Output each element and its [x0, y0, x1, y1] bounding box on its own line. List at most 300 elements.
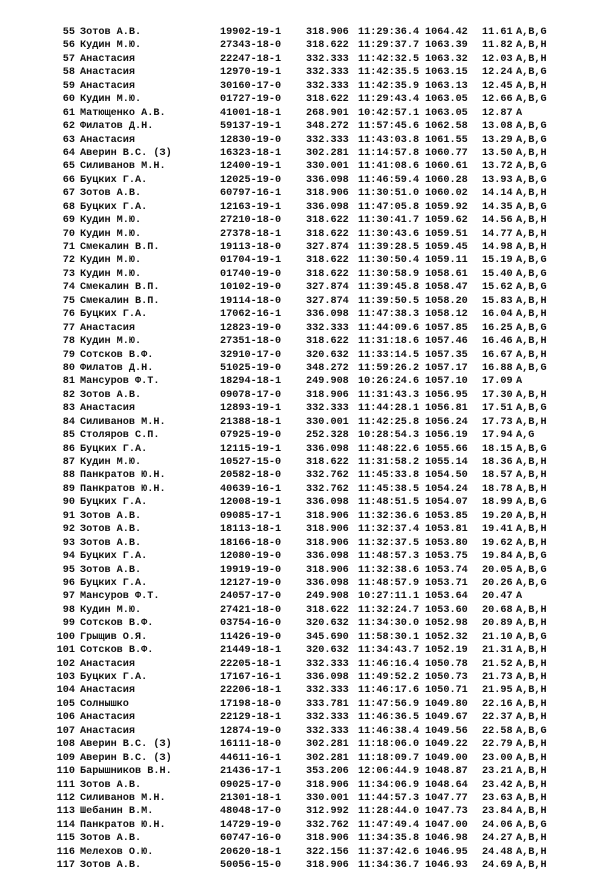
tags-cell: A,B,H: [516, 846, 547, 858]
ring-id-cell: 17198-18-0: [220, 698, 282, 710]
time-cell: 11:30:51.0: [358, 188, 420, 200]
table-row: [0, 402, 600, 415]
rank-cell: 82: [62, 389, 75, 401]
time-cell: 11:34:30.0: [358, 618, 420, 630]
rank-cell: 80: [62, 362, 75, 374]
time-cell: 10:27:11.1: [358, 591, 420, 603]
name-cell: Филатов Д.Н.: [80, 362, 154, 374]
name-cell: Кудин М.Ю.: [80, 40, 142, 52]
rank-cell: 102: [56, 658, 75, 670]
ring-id-cell: 12823-19-0: [220, 322, 282, 334]
table-row: [0, 375, 600, 388]
score-cell: 15.40: [482, 268, 513, 280]
name-cell: Зотов А.В.: [80, 27, 142, 38]
name-cell: Сотсков В.Ф.: [80, 349, 154, 361]
score-cell: 17.51: [482, 403, 513, 415]
name-cell: Столяров С.П.: [80, 430, 160, 442]
speed-cell: 336.098: [306, 174, 349, 186]
time-cell: 11:32:38.6: [358, 564, 420, 576]
time-cell: 11:32:37.5: [358, 537, 420, 549]
ring-id-cell: 51025-19-0: [220, 362, 282, 374]
score-cell: 12.24: [482, 67, 513, 79]
tags-cell: A,B,G: [516, 403, 547, 415]
distance-cell: 1057.10: [425, 376, 468, 388]
tags-cell: A,B,G: [516, 322, 547, 334]
score-cell: 19.20: [482, 510, 513, 522]
speed-cell: 336.098: [306, 551, 349, 563]
table-row: [0, 738, 600, 751]
time-cell: 11:42:25.8: [358, 416, 420, 428]
table-row: [0, 362, 600, 375]
table-row: [0, 349, 600, 362]
speed-cell: 332.333: [306, 725, 349, 737]
rank-cell: 98: [62, 604, 75, 616]
time-cell: 12:06:44.9: [358, 766, 420, 778]
tags-cell: A,B,G: [516, 201, 547, 213]
score-cell: 12.87: [482, 107, 513, 119]
time-cell: 11:58:30.1: [358, 631, 420, 643]
time-cell: 11:48:57.9: [358, 577, 420, 589]
distance-cell: 1048.87: [425, 766, 468, 778]
rank-cell: 58: [62, 67, 75, 79]
time-cell: 11:46:36.5: [358, 712, 420, 724]
rank-cell: 97: [62, 591, 75, 603]
rank-cell: 76: [62, 309, 75, 321]
time-cell: 11:32:37.4: [358, 524, 420, 536]
name-cell: Анастасия: [80, 685, 136, 697]
ring-id-cell: 01740-19-0: [220, 268, 282, 280]
speed-cell: 302.281: [306, 739, 349, 751]
ring-id-cell: 12115-19-1: [220, 443, 282, 455]
distance-cell: 1050.73: [425, 672, 468, 683]
time-cell: 11:46:16.4: [358, 658, 420, 670]
time-cell: 11:59:26.2: [358, 362, 420, 374]
name-cell: Кудин М.Ю.: [80, 336, 142, 348]
table-row: [0, 523, 600, 536]
table-row: [0, 241, 600, 254]
rank-cell: 103: [56, 672, 75, 683]
name-cell: Силиванов М.Н.: [80, 161, 166, 173]
score-cell: 13.93: [482, 174, 513, 186]
table-row: [0, 53, 600, 66]
tags-cell: A,B,G: [516, 443, 547, 455]
table-row: [0, 617, 600, 630]
time-cell: 11:47:49.4: [358, 819, 420, 831]
tags-cell: A,B,H: [516, 672, 547, 683]
ring-id-cell: 22205-18-1: [220, 658, 282, 670]
speed-cell: 332.333: [306, 80, 349, 92]
speed-cell: 353.206: [306, 766, 349, 778]
table-row: [0, 671, 600, 684]
time-cell: 11:30:58.9: [358, 268, 420, 280]
ring-id-cell: 27210-18-0: [220, 215, 282, 227]
ring-id-cell: 30160-17-0: [220, 80, 282, 92]
time-cell: 11:48:57.3: [358, 551, 420, 563]
time-cell: 11:31:58.2: [358, 457, 420, 468]
table-row: [0, 832, 600, 845]
name-cell: Панкратов Ю.Н.: [80, 483, 166, 495]
speed-cell: 336.098: [306, 497, 349, 509]
rank-cell: 63: [62, 134, 75, 146]
tags-cell: A,B,G: [516, 27, 547, 38]
speed-cell: 268.901: [306, 107, 349, 119]
name-cell: Буцких Г.А.: [80, 497, 148, 509]
name-cell: Филатов Д.Н.: [80, 121, 154, 133]
score-cell: 17.09: [482, 376, 513, 388]
distance-cell: 1046.93: [425, 860, 468, 872]
rank-cell: 105: [56, 698, 75, 710]
name-cell: Силиванов М.Н.: [80, 416, 166, 428]
ring-id-cell: 22129-18-1: [220, 712, 282, 724]
ring-id-cell: 19114-18-0: [220, 295, 282, 307]
rank-cell: 69: [62, 215, 75, 227]
score-cell: 14.14: [482, 188, 513, 200]
distance-cell: 1063.05: [425, 107, 468, 119]
name-cell: Смекалин В.П.: [80, 242, 160, 253]
speed-cell: 332.333: [306, 322, 349, 334]
distance-cell: 1059.11: [425, 255, 468, 267]
score-cell: 21.52: [482, 658, 513, 670]
score-cell: 15.62: [482, 282, 513, 294]
tags-cell: A,B,G: [516, 282, 547, 294]
speed-cell: 318.906: [306, 524, 349, 536]
time-cell: 11:32:36.6: [358, 510, 420, 522]
ring-id-cell: 12400-19-1: [220, 161, 282, 173]
rank-cell: 109: [56, 752, 75, 764]
ring-id-cell: 22206-18-1: [220, 685, 282, 697]
table-row: [0, 134, 600, 147]
tags-cell: A: [516, 107, 523, 119]
speed-cell: 320.632: [306, 645, 349, 657]
distance-cell: 1060.02: [425, 188, 468, 200]
rank-cell: 117: [56, 860, 75, 872]
speed-cell: 336.098: [306, 201, 349, 213]
distance-cell: 1059.45: [425, 242, 468, 253]
speed-cell: 332.333: [306, 685, 349, 697]
score-cell: 12.03: [482, 53, 513, 65]
speed-cell: 318.622: [306, 228, 349, 240]
rank-cell: 57: [62, 53, 75, 65]
time-cell: 10:26:24.6: [358, 376, 420, 388]
table-row: [0, 510, 600, 523]
ring-id-cell: 10102-19-0: [220, 282, 282, 294]
table-row: [0, 429, 600, 442]
time-cell: 11:30:41.7: [358, 215, 420, 227]
table-row: [0, 698, 600, 711]
score-cell: 20.68: [482, 604, 513, 616]
rank-cell: 108: [56, 739, 75, 751]
table-row: [0, 268, 600, 281]
distance-cell: 1056.81: [425, 403, 468, 415]
tags-cell: A,B,H: [516, 752, 547, 764]
score-cell: 22.79: [482, 739, 513, 751]
tags-cell: A,B,H: [516, 524, 547, 536]
score-cell: 18.36: [482, 457, 513, 468]
distance-cell: 1060.61: [425, 161, 468, 173]
distance-cell: 1046.95: [425, 846, 468, 858]
table-row: [0, 201, 600, 214]
speed-cell: 336.098: [306, 672, 349, 683]
tags-cell: A,B,H: [516, 483, 547, 495]
ring-id-cell: 27351-18-0: [220, 336, 282, 348]
name-cell: Буцких Г.А.: [80, 309, 148, 321]
speed-cell: 318.906: [306, 779, 349, 791]
rank-cell: 94: [62, 551, 75, 563]
name-cell: Сотсков В.Ф.: [80, 618, 154, 630]
distance-cell: 1056.24: [425, 416, 468, 428]
name-cell: Зотов А.В.: [80, 833, 142, 845]
time-cell: 11:44:28.1: [358, 403, 420, 415]
ring-id-cell: 12127-19-0: [220, 577, 282, 589]
distance-cell: 1053.74: [425, 564, 468, 576]
tags-cell: A,B,G: [516, 161, 547, 173]
speed-cell: 336.098: [306, 443, 349, 455]
score-cell: 12.66: [482, 94, 513, 106]
tags-cell: A: [516, 591, 523, 603]
score-cell: 17.73: [482, 416, 513, 428]
name-cell: Шебанин В.М.: [80, 806, 154, 818]
rank-cell: 86: [62, 443, 75, 455]
distance-cell: 1059.51: [425, 228, 468, 240]
ring-id-cell: 20582-18-0: [220, 470, 282, 482]
distance-cell: 1054.24: [425, 483, 468, 495]
distance-cell: 1052.19: [425, 645, 468, 657]
tags-cell: A,B,H: [516, 739, 547, 751]
tags-cell: A,B,G: [516, 362, 547, 374]
rank-cell: 100: [56, 631, 75, 643]
ring-id-cell: 11426-19-0: [220, 631, 282, 643]
speed-cell: 318.906: [306, 564, 349, 576]
speed-cell: 348.272: [306, 362, 349, 374]
table-row: [0, 590, 600, 603]
distance-cell: 1063.13: [425, 80, 468, 92]
name-cell: Анастасия: [80, 322, 136, 334]
rank-cell: 90: [62, 497, 75, 509]
rank-cell: 89: [62, 483, 75, 495]
rank-cell: 99: [62, 618, 75, 630]
score-cell: 16.46: [482, 336, 513, 348]
score-cell: 11.61: [482, 27, 513, 38]
ring-id-cell: 19919-19-0: [220, 564, 282, 576]
speed-cell: 332.333: [306, 403, 349, 415]
time-cell: 11:30:43.6: [358, 228, 420, 240]
name-cell: Кудин М.Ю.: [80, 604, 142, 616]
speed-cell: 332.762: [306, 483, 349, 495]
distance-cell: 1050.71: [425, 685, 468, 697]
rank-cell: 104: [56, 685, 75, 697]
speed-cell: 318.622: [306, 94, 349, 106]
distance-cell: 1054.50: [425, 470, 468, 482]
time-cell: 11:41:08.6: [358, 161, 420, 173]
distance-cell: 1055.14: [425, 457, 468, 468]
table-row: [0, 295, 600, 308]
name-cell: Анастасия: [80, 67, 136, 79]
distance-cell: 1059.62: [425, 215, 468, 227]
time-cell: 11:57:45.6: [358, 121, 420, 133]
rank-cell: 85: [62, 430, 75, 442]
speed-cell: 318.906: [306, 389, 349, 401]
name-cell: Буцких Г.А.: [80, 201, 148, 213]
score-cell: 23.42: [482, 779, 513, 791]
speed-cell: 302.281: [306, 752, 349, 764]
rank-cell: 70: [62, 228, 75, 240]
speed-cell: 327.874: [306, 282, 349, 294]
tags-cell: A,B,G: [516, 121, 547, 133]
name-cell: Зотов А.В.: [80, 510, 142, 522]
speed-cell: 318.906: [306, 537, 349, 549]
ring-id-cell: 10527-15-0: [220, 457, 282, 468]
distance-cell: 1063.15: [425, 67, 468, 79]
time-cell: 11:34:43.7: [358, 645, 420, 657]
time-cell: 11:42:35.5: [358, 67, 420, 79]
score-cell: 18.15: [482, 443, 513, 455]
table-row: [0, 859, 600, 872]
table-row: [0, 228, 600, 241]
speed-cell: 252.328: [306, 430, 349, 442]
tags-cell: A,B,H: [516, 188, 547, 200]
table-row: [0, 66, 600, 79]
distance-cell: 1053.75: [425, 551, 468, 563]
ring-id-cell: 12163-19-1: [220, 201, 282, 213]
speed-cell: 318.622: [306, 457, 349, 468]
time-cell: 11:45:33.8: [358, 470, 420, 482]
speed-cell: 322.156: [306, 846, 349, 858]
name-cell: Кудин М.Ю.: [80, 228, 142, 240]
distance-cell: 1063.39: [425, 40, 468, 52]
ring-id-cell: 24057-17-0: [220, 591, 282, 603]
tags-cell: A,B,G: [516, 94, 547, 106]
score-cell: 12.45: [482, 80, 513, 92]
speed-cell: 312.992: [306, 806, 349, 818]
rank-cell: 75: [62, 295, 75, 307]
ring-id-cell: 09078-17-0: [220, 389, 282, 401]
tags-cell: A,B,G: [516, 255, 547, 267]
tags-cell: A,B,H: [516, 779, 547, 791]
table-row: [0, 779, 600, 792]
table-row: [0, 160, 600, 173]
speed-cell: 318.622: [306, 255, 349, 267]
name-cell: Буцких Г.А.: [80, 443, 148, 455]
table-row: [0, 604, 600, 617]
ring-id-cell: 18166-18-0: [220, 537, 282, 549]
name-cell: Кудин М.Ю.: [80, 457, 142, 468]
rank-cell: 62: [62, 121, 75, 133]
speed-cell: 318.906: [306, 833, 349, 845]
tags-cell: A,B,H: [516, 604, 547, 616]
name-cell: Анастасия: [80, 725, 136, 737]
table-row: [0, 443, 600, 456]
ring-id-cell: 32910-17-0: [220, 349, 282, 361]
rank-cell: 60: [62, 94, 75, 106]
rank-cell: 68: [62, 201, 75, 213]
name-cell: Зотов А.В.: [80, 564, 142, 576]
ring-id-cell: 19113-18-0: [220, 242, 282, 253]
name-cell: Смекалин В.П.: [80, 282, 160, 294]
ring-id-cell: 21449-18-1: [220, 645, 282, 657]
score-cell: 18.78: [482, 483, 513, 495]
score-cell: 14.77: [482, 228, 513, 240]
score-cell: 24.27: [482, 833, 513, 845]
rank-cell: 71: [62, 242, 75, 253]
score-cell: 18.99: [482, 497, 513, 509]
ring-id-cell: 01727-19-0: [220, 94, 282, 106]
distance-cell: 1049.56: [425, 725, 468, 737]
score-cell: 23.00: [482, 752, 513, 764]
table-row: [0, 389, 600, 402]
ring-id-cell: 12893-19-1: [220, 403, 282, 415]
speed-cell: 249.908: [306, 376, 349, 388]
tags-cell: A,B,H: [516, 645, 547, 657]
name-cell: Силиванов М.Н.: [80, 792, 166, 804]
time-cell: 11:46:59.4: [358, 174, 420, 186]
rank-cell: 110: [56, 766, 75, 778]
score-cell: 22.16: [482, 698, 513, 710]
distance-cell: 1057.17: [425, 362, 468, 374]
score-cell: 19.41: [482, 524, 513, 536]
ring-id-cell: 22247-18-1: [220, 53, 282, 65]
table-row: [0, 322, 600, 335]
tags-cell: A,B,H: [516, 537, 547, 549]
ring-id-cell: 17062-16-1: [220, 309, 282, 321]
name-cell: Зотов А.В.: [80, 779, 142, 791]
table-row: [0, 456, 600, 469]
tags-cell: A,B,G: [516, 268, 547, 280]
speed-cell: 333.781: [306, 698, 349, 710]
time-cell: 11:42:32.5: [358, 53, 420, 65]
table-row: [0, 564, 600, 577]
tags-cell: A,B,H: [516, 147, 547, 159]
time-cell: 11:34:36.7: [358, 860, 420, 872]
time-cell: 11:47:56.9: [358, 698, 420, 710]
tags-cell: A,B,H: [516, 457, 547, 468]
speed-cell: 332.333: [306, 658, 349, 670]
name-cell: Кудин М.Ю.: [80, 215, 142, 227]
distance-cell: 1049.22: [425, 739, 468, 751]
ring-id-cell: 18113-18-1: [220, 524, 282, 536]
time-cell: 11:29:37.7: [358, 40, 420, 52]
name-cell: Буцких Г.А.: [80, 174, 148, 186]
time-cell: 11:39:28.5: [358, 242, 420, 253]
table-row: [0, 684, 600, 697]
score-cell: 16.25: [482, 322, 513, 334]
rank-cell: 112: [56, 792, 75, 804]
name-cell: Аверин В.С. (З): [80, 752, 172, 764]
table-row: [0, 120, 600, 133]
tags-cell: A,B,G: [516, 725, 547, 737]
rank-cell: 66: [62, 174, 75, 186]
table-row: [0, 550, 600, 563]
time-cell: 11:49:52.2: [358, 672, 420, 683]
distance-cell: 1062.58: [425, 121, 468, 133]
score-cell: 16.88: [482, 362, 513, 374]
ring-id-cell: 17167-16-1: [220, 672, 282, 683]
score-cell: 23.63: [482, 792, 513, 804]
speed-cell: 348.272: [306, 121, 349, 133]
speed-cell: 318.622: [306, 604, 349, 616]
score-cell: 13.29: [482, 134, 513, 146]
score-cell: 15.83: [482, 295, 513, 307]
distance-cell: 1048.64: [425, 779, 468, 791]
rank-cell: 74: [62, 282, 75, 294]
score-cell: 21.95: [482, 685, 513, 697]
score-cell: 16.04: [482, 309, 513, 321]
name-cell: Анастасия: [80, 80, 136, 92]
ring-id-cell: 16323-18-1: [220, 147, 282, 159]
name-cell: Анастасия: [80, 658, 136, 670]
tags-cell: A,B,G: [516, 564, 547, 576]
ring-id-cell: 21301-18-1: [220, 792, 282, 804]
name-cell: Сотсков В.Ф.: [80, 645, 154, 657]
